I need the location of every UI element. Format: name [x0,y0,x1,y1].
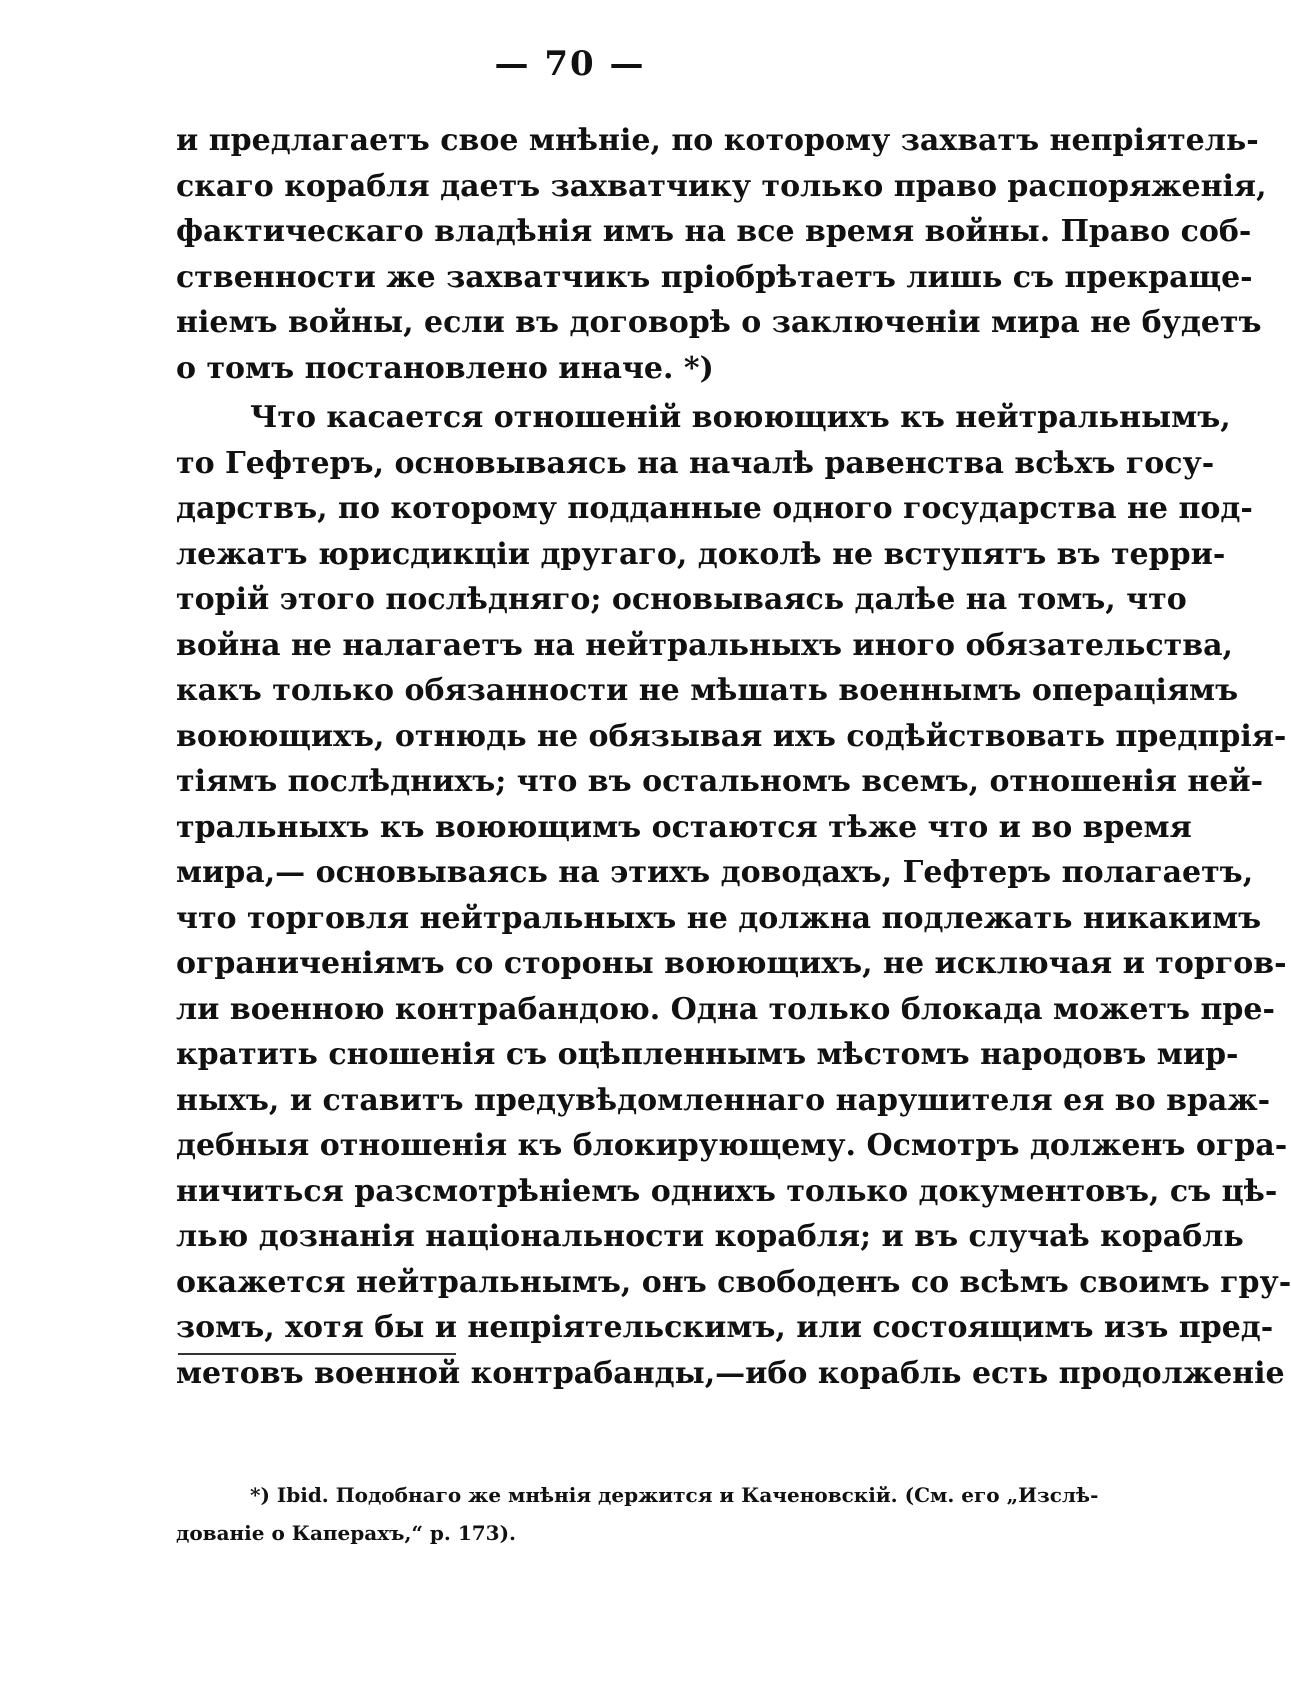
text-line: воюющихъ, отнюдь не обязывая ихъ содѣйствовать предпрія- [176,718,1287,754]
text-line: лью дознанія національности корабля; и въ случаѣ корабль [176,1219,1244,1254]
paragraph-1 [176,118,1267,391]
text-line: дарствъ, по которому подданные одного государства не под- [176,491,1253,526]
text-line: какъ только обязанности не мѣшать военнымъ операціямъ [176,673,1239,708]
text-line: окажется нейтральнымъ, онъ свободенъ со всѣмъ своимъ гру- [176,1264,1291,1300]
text-line: ственности же захватчикъ пріобрѣтаетъ лишь съ прекраще- [176,259,1253,295]
text-line: ныхъ, и ставитъ предувѣдомленнаго нарушителя ея во враж- [176,1082,1271,1118]
text-line: война не налагаетъ на нейтральныхъ иного обязательства, [176,627,1234,663]
text-line: Что касается отношеній воюющихъ къ нейтральнымъ, [250,400,1231,435]
footnote-line: *) Ibid. Подобнаго же мнѣнія держится и Каченовскій. (См. его „Изслѣ- [250,1483,1099,1507]
text-line: тральныхъ къ воюющимъ остаются тѣже что и во время [176,809,1192,845]
text-line: мира,— основываясь на этихъ доводахъ, Гефтеръ полагаетъ, [176,855,1254,890]
text-line: кратить сношенія съ оцѣпленнымъ мѣстомъ народовъ мир- [176,1037,1239,1072]
footnote [176,1476,1099,1552]
text-line: что торговля нейтральныхъ не должна подлежать никакимъ [176,900,1262,936]
text-line: и предлагаетъ свое мнѣніе, по которому захватъ непріятель- [176,123,1259,158]
text-line: то Гефтеръ, основываясь на началѣ равенства всѣхъ госу- [176,445,1215,481]
text-line: ли военною контрабандою. Одна только блокада можетъ пре- [176,991,1275,1027]
page-number: — 70 — [494,44,646,84]
text-line: торій этого послѣдняго; основываясь далѣе на томъ, что [176,582,1187,617]
text-line: тіямъ послѣднихъ; что въ остальномъ всемъ, отношенія ней- [176,764,1264,799]
text-line: фактическаго владѣнія имъ на все время войны. Право соб- [176,214,1252,249]
text-line: скаго корабля даетъ захватчику только право распоряженія, [176,168,1267,204]
text-line: ничиться разсмотрѣніемъ однихъ только документовъ, съ цѣ- [176,1173,1278,1209]
text-line: ограниченіямъ со стороны воюющихъ, не исключая и торгов- [176,946,1287,981]
text-line: лежатъ юрисдикціи другаго, доколѣ не вступятъ въ терри- [176,536,1226,572]
paragraph-2 [176,395,1291,1396]
text-line: метовъ военной контрабанды,—ибо корабль есть продолженіе [176,1355,1285,1391]
footnote-divider [178,1353,456,1355]
text-line: о томъ постановлено иначе. *) [176,350,714,386]
text-line: зомъ, хотя бы и непріятельскимъ, или состоящимъ изъ пред- [176,1310,1274,1345]
text-line: ніемъ войны, если въ договорѣ о заключеніи мира не будетъ [176,305,1262,340]
text-line: дебныя отношенія къ блокирующему. Осмотръ долженъ огра- [176,1128,1288,1163]
footnote-line: дованіе о Каперахъ,“ p. 173). [176,1521,516,1545]
